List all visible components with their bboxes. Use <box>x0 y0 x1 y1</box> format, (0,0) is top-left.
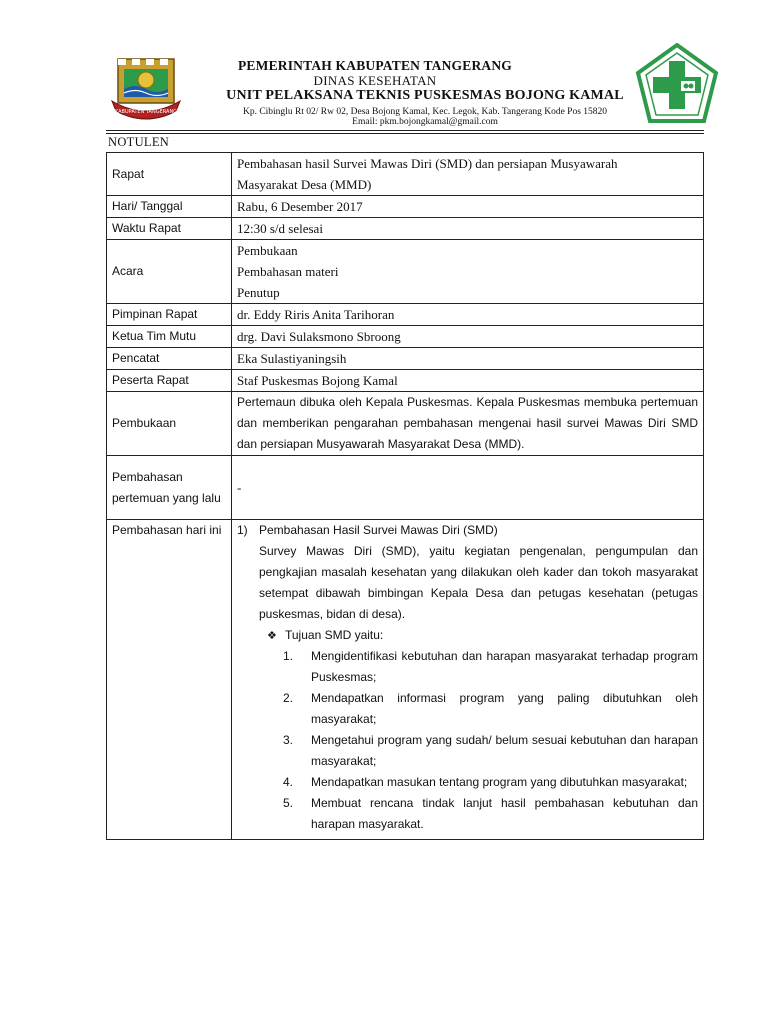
tujuan-heading <box>237 625 698 646</box>
label-ketua-tim-mutu: Ketua Tim Mutu <box>107 326 232 348</box>
tujuan-item-text: Mendapatkan masukan tentang program yang dibutuhkan masyarakat; <box>311 775 688 789</box>
row-acara <box>107 240 704 304</box>
value-waktu-rapat: 12:30 s/d selesai <box>232 218 704 240</box>
row-pencatat <box>107 348 704 370</box>
header-divider-thick <box>106 130 704 131</box>
unit-name: UNIT PELAKSANA TEKNIS PUSKESMAS BOJONG KAMAL <box>226 88 624 103</box>
label-peserta-rapat: Peserta Rapat <box>107 370 232 392</box>
header-divider-thin <box>106 133 704 134</box>
row-pembahasan-hari-ini <box>107 520 704 840</box>
tujuan-item <box>283 793 698 835</box>
label-pembahasan-hari-ini: Pembahasan hari ini <box>107 520 232 840</box>
svg-text:KABUPATEN TANGERANG: KABUPATEN TANGERANG <box>114 109 178 115</box>
tujuan-item-number: 2. <box>283 691 294 705</box>
value-peserta-rapat: Staf Puskesmas Bojong Kamal <box>232 370 704 392</box>
department-name: DINAS KESEHATAN <box>313 73 437 88</box>
label-acara: Acara <box>107 240 232 304</box>
discussion-item-title: Pembahasan Hasil Survei Mawas Diri (SMD) <box>259 523 498 537</box>
row-pembahasan-lalu <box>107 456 704 520</box>
row-rapat <box>107 153 704 196</box>
email-text: Email: pkm.bojongkamal@gmail.com <box>352 117 498 127</box>
diamond-bullet-icon: ❖ <box>267 629 277 642</box>
acara-item: Pembahasan materi <box>237 264 339 279</box>
label-pimpinan-rapat: Pimpinan Rapat <box>107 304 232 326</box>
row-pembukaan <box>107 392 704 456</box>
value-rapat-line2: Masyarakat Desa (MMD) <box>237 177 372 192</box>
government-name: PEMERINTAH KABUPATEN TANGERANG <box>237 58 513 73</box>
row-ketua-tim-mutu <box>107 326 704 348</box>
value-pembahasan-lalu: - <box>232 456 704 520</box>
tujuan-item-text: Mengetahui program yang sudah/ belum sesuai kebutuhan dan harapan masyarakat; <box>311 733 698 768</box>
tujuan-label: Tujuan SMD yaitu: <box>285 628 384 642</box>
row-waktu-rapat <box>107 218 704 240</box>
puskesmas-logo-icon <box>634 43 720 123</box>
value-hari-tanggal: Rabu, 6 Desember 2017 <box>232 196 704 218</box>
value-rapat-line1: Pembahasan hasil Survei Mawas Diri (SMD) dan persiapan Musyawarah <box>237 156 618 171</box>
tangerang-regency-emblem-icon <box>110 55 182 121</box>
discussion-item-number: 1) <box>237 523 248 537</box>
label-waktu-rapat: Waktu Rapat <box>107 218 232 240</box>
value-rapat <box>232 153 704 196</box>
label-hari-tanggal: Hari/ Tanggal <box>107 196 232 218</box>
value-ketua-tim-mutu: drg. Davi Sulaksmono Sbroong <box>232 326 704 348</box>
label-pembukaan: Pembukaan <box>107 392 232 456</box>
label-rapat: Rapat <box>107 153 232 196</box>
tujuan-item <box>283 646 698 688</box>
value-pimpinan-rapat: dr. Eddy Riris Anita Tarihoran <box>232 304 704 326</box>
value-pembukaan: Pertemaun dibuka oleh Kepala Puskesmas. Kepala Puskesmas membuka pertemuan dan memberikan pengarahan pembahasan mengenai hasil survei Mawas Diri SMD dan persiapan Musyawarah Masyarakat Desa (MMD). <box>232 392 704 456</box>
address-text: Kp. Cibinglu Rt 02/ Rw 02, Desa Bojong Kamal, Kec. Legok, Kab. Tangerang Kode Pos 15820 <box>242 107 608 117</box>
tujuan-item-text: Mendapatkan informasi program yang paling dibutuhkan oleh masyarakat; <box>311 691 698 726</box>
letterhead <box>0 0 768 135</box>
tujuan-item-text: Mengidentifikasi kebutuhan dan harapan masyarakat terhadap program Puskesmas; <box>311 649 698 684</box>
tujuan-item-number: 3. <box>283 733 294 747</box>
tujuan-item-text: Membuat rencana tindak lanjut hasil pembahasan kebutuhan dan harapan masyarakat. <box>311 796 698 831</box>
tujuan-item-number: 5. <box>283 796 294 810</box>
row-pimpinan-rapat <box>107 304 704 326</box>
minutes-table <box>106 152 704 840</box>
row-peserta-rapat <box>107 370 704 392</box>
tujuan-item <box>283 772 698 793</box>
label-pembahasan-lalu: Pembahasan pertemuan yang lalu <box>107 456 232 520</box>
tujuan-item <box>283 730 698 772</box>
discussion-item <box>237 520 698 541</box>
acara-item: Penutup <box>237 285 280 300</box>
tujuan-item-number: 1. <box>283 649 294 663</box>
value-pencatat: Eka Sulastiyaningsih <box>232 348 704 370</box>
row-hari-tanggal <box>107 196 704 218</box>
label-pencatat: Pencatat <box>107 348 232 370</box>
tujuan-item <box>283 688 698 730</box>
document-title: NOTULEN <box>108 135 170 149</box>
value-pembahasan-hari-ini <box>232 520 704 840</box>
acara-item: Pembukaan <box>237 243 298 258</box>
value-acara <box>232 240 704 304</box>
tujuan-item-number: 4. <box>283 775 294 789</box>
tujuan-list <box>237 646 698 835</box>
smd-description: Survey Mawas Diri (SMD), yaitu kegiatan pengenalan, pengumpulan dan pengkajian masalah kesehatan yang dilakukan oleh kader dan tokoh masyarakat setempat dibawah bimbingan Kepala Desa dan petugas kesehatan (petugas puskesmas, bidan di desa). <box>259 544 698 621</box>
